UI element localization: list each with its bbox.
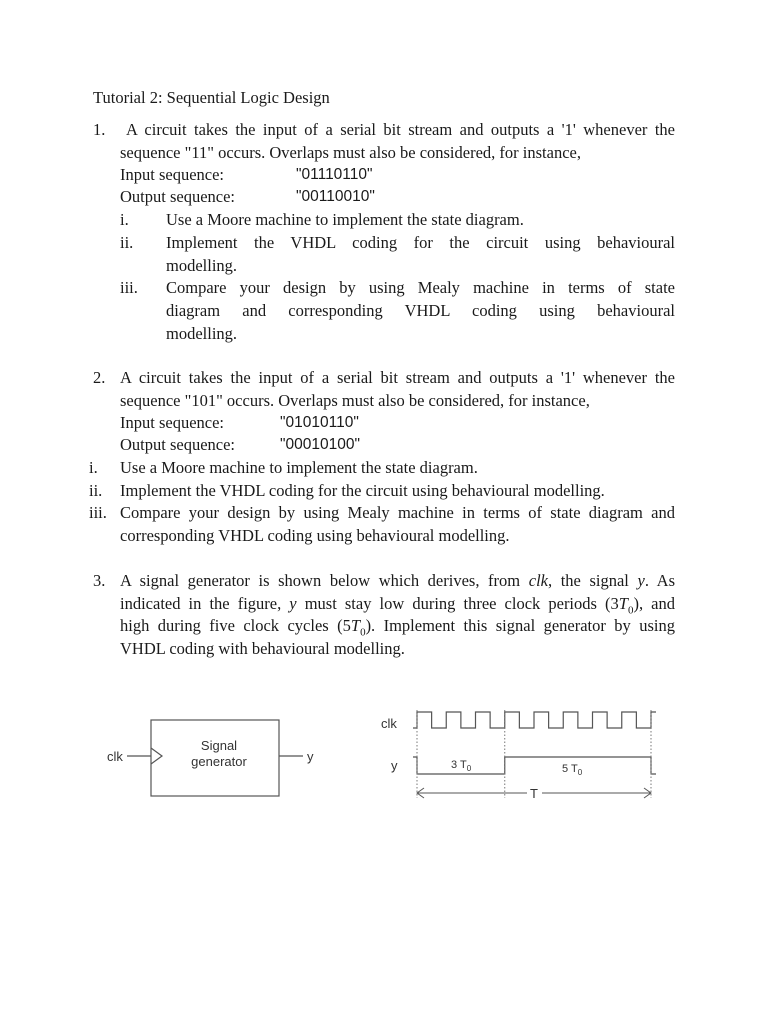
q1-item-ii-line-2: modelling. [166, 256, 238, 275]
clock-waveform [413, 712, 656, 728]
q2-line-2: sequence "101" occurs. Overlaps must also be considered, for instance, [120, 391, 590, 410]
q3-line-2: indicated in the figure, y must stay low during three clock periods $(3T_0)$, and [120, 594, 675, 617]
block-clk-label: clk [107, 749, 123, 764]
q1-output-value: "00110010" [296, 188, 375, 205]
timing-diagram [381, 710, 656, 801]
q3-line-3: high during five clock cycles $(5T_0)$. Implement this signal generator by using [120, 616, 675, 639]
block-diagram [107, 720, 314, 796]
q2-output-value: "00010100" [280, 436, 360, 453]
block-label-generator: generator [191, 754, 247, 769]
q1-input-label: Input sequence: [120, 165, 225, 184]
q2-item-iii-number: iii. [89, 503, 107, 522]
q1-input-value: "01110110" [296, 166, 373, 183]
q1-output-label: Output sequence: [120, 187, 236, 206]
low-duration-label: 3 $T_0$ [451, 759, 472, 773]
q2-item-i-number: i. [89, 458, 98, 477]
page-title: Tutorial 2: Sequential Logic Design [93, 88, 330, 107]
q3-line-4: VHDL coding with behavioural modelling. [120, 639, 405, 658]
period-label: T [530, 786, 538, 801]
q3-number: 3. [93, 571, 106, 590]
q1-item-ii-number: ii. [120, 233, 134, 252]
q2-number: 2. [93, 368, 106, 387]
q2-output-label: Output sequence: [120, 435, 236, 454]
q1-item-i-text: Use a Moore machine to implement the state diagram. [166, 210, 524, 229]
q2-line-1: A circuit takes the input of a serial bit stream and outputs a '1' whenever the [120, 368, 675, 387]
q2-item-ii-number: ii. [89, 481, 103, 500]
q2-item-i-text: Use a Moore machine to implement the state diagram. [120, 458, 478, 477]
high-duration-label: 5 $T_0$ [562, 763, 583, 777]
q3-line-1: A signal generator is shown below which derives, from clk, the signal y. As [120, 571, 675, 590]
q2-item-iii-line-1: Compare your design by using Mealy machine in terms of state diagram and [120, 503, 675, 522]
q2-item-ii-text: Implement the VHDL coding for the circuit using behavioural modelling. [120, 481, 605, 500]
q1-number: 1. [93, 120, 106, 139]
timing-clk-label: clk [381, 716, 397, 731]
q1-item-ii-line-1: Implement the VHDL coding for the circuit using behavioural [166, 233, 675, 252]
signal-generator-figure [95, 698, 685, 813]
q1-item-iii-line-1: Compare your design by using Mealy machine in terms of state [166, 278, 675, 297]
q1-item-iii-line-2: diagram and corresponding VHDL coding using behavioural [166, 301, 675, 320]
q2-input-label: Input sequence: [120, 413, 225, 432]
q1-line-1: A circuit takes the input of a serial bit stream and outputs a '1' whenever the [126, 120, 675, 139]
q1-item-iii-line-3: modelling. [166, 324, 238, 343]
q1-item-i-number: i. [120, 210, 129, 229]
q2-input-value: "01010110" [280, 414, 359, 431]
timing-y-label: y [391, 758, 398, 773]
y-waveform [413, 757, 656, 774]
q1-line-2: sequence "11" occurs. Overlaps must also be considered, for instance, [120, 143, 581, 162]
block-y-label: y [307, 749, 314, 764]
block-label-signal: Signal [200, 738, 238, 753]
clock-input-triangle [151, 748, 162, 764]
q2-item-iii-line-2: corresponding VHDL coding using behavioural modelling. [120, 526, 510, 545]
q1-item-iii-number: iii. [120, 278, 138, 297]
